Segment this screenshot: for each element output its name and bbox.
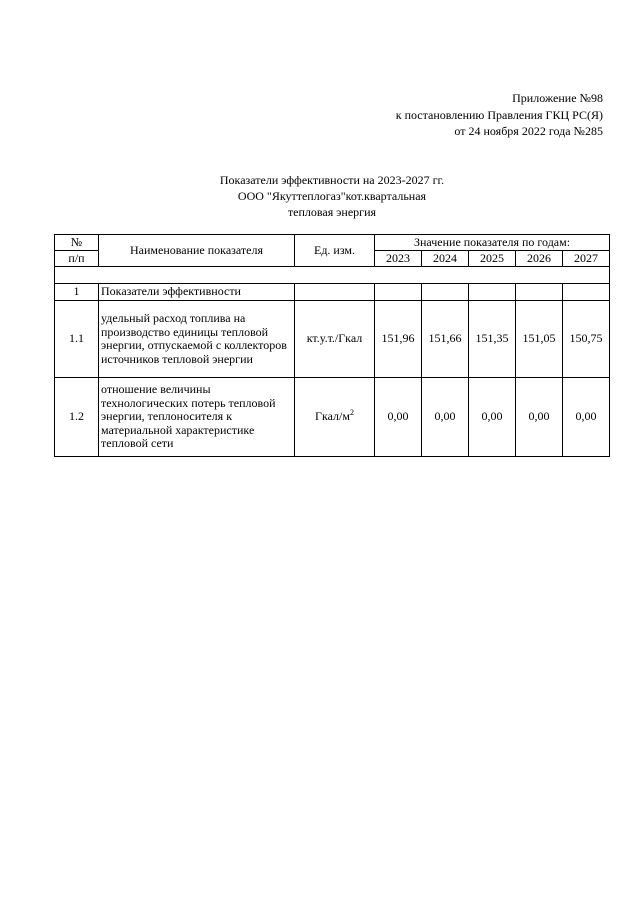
appendix-number: Приложение №98 — [512, 91, 603, 105]
section-name: Показатели эффективности — [99, 284, 295, 301]
table-row — [55, 378, 610, 457]
unit-superscript: 2 — [349, 408, 354, 418]
title-line-3: тепловая энергия — [287, 205, 377, 219]
appendix-header — [396, 90, 603, 140]
value-cell: 0,00 — [516, 378, 563, 457]
table-header-row — [55, 235, 610, 251]
value-cell: 151,96 — [375, 301, 422, 378]
value-cell: 151,66 — [422, 301, 469, 378]
table-row — [55, 301, 610, 378]
table-empty-row — [55, 267, 610, 284]
value-cell: 0,00 — [469, 378, 516, 457]
document-title — [0, 172, 640, 220]
appendix-date: от 24 ноября 2022 года №285 — [454, 124, 603, 138]
section-num: 1 — [55, 284, 99, 301]
value-cell: 0,00 — [563, 378, 610, 457]
year-cell: 2024 — [422, 251, 469, 267]
appendix-reference: к постановлению Правления ГКЦ РС(Я) — [395, 107, 603, 122]
value-cell: 151,35 — [469, 301, 516, 378]
col-num-bottom: п/п — [55, 251, 99, 267]
row-unit — [295, 378, 375, 457]
col-num-top: № — [55, 235, 99, 251]
row-unit: кт.у.т./Гкал — [295, 301, 375, 378]
year-cell: 2025 — [469, 251, 516, 267]
col-unit-header: Ед. изм. — [295, 235, 375, 267]
value-cell: 151,05 — [516, 301, 563, 378]
year-cell: 2027 — [563, 251, 610, 267]
row-name: удельный расход топлива на производство единицы тепловой энергии, отпускаемой с коллекторов источников тепловой энергии — [99, 301, 295, 378]
row-num: 1.1 — [55, 301, 99, 378]
title-line-1: Показатели эффективности на 2023-2027 гг. — [219, 173, 445, 187]
indicators-table — [54, 234, 610, 457]
value-cell: 0,00 — [422, 378, 469, 457]
col-name-header: Наименование показателя — [99, 235, 295, 267]
year-cell: 2023 — [375, 251, 422, 267]
row-name: отношение величины технологических потерь тепловой энергии, теплоносителя к материальной характеристике тепловой сети — [99, 378, 295, 457]
col-values-header: Значение показателя по годам: — [375, 235, 610, 251]
unit-text: Гкал/м — [315, 409, 350, 424]
value-cell: 0,00 — [375, 378, 422, 457]
title-line-2: ООО "Якуттеплогаз"кот.квартальная — [237, 189, 427, 203]
row-num: 1.2 — [55, 378, 99, 457]
value-cell: 150,75 — [563, 301, 610, 378]
table-section-row — [55, 284, 610, 301]
year-cell: 2026 — [516, 251, 563, 267]
